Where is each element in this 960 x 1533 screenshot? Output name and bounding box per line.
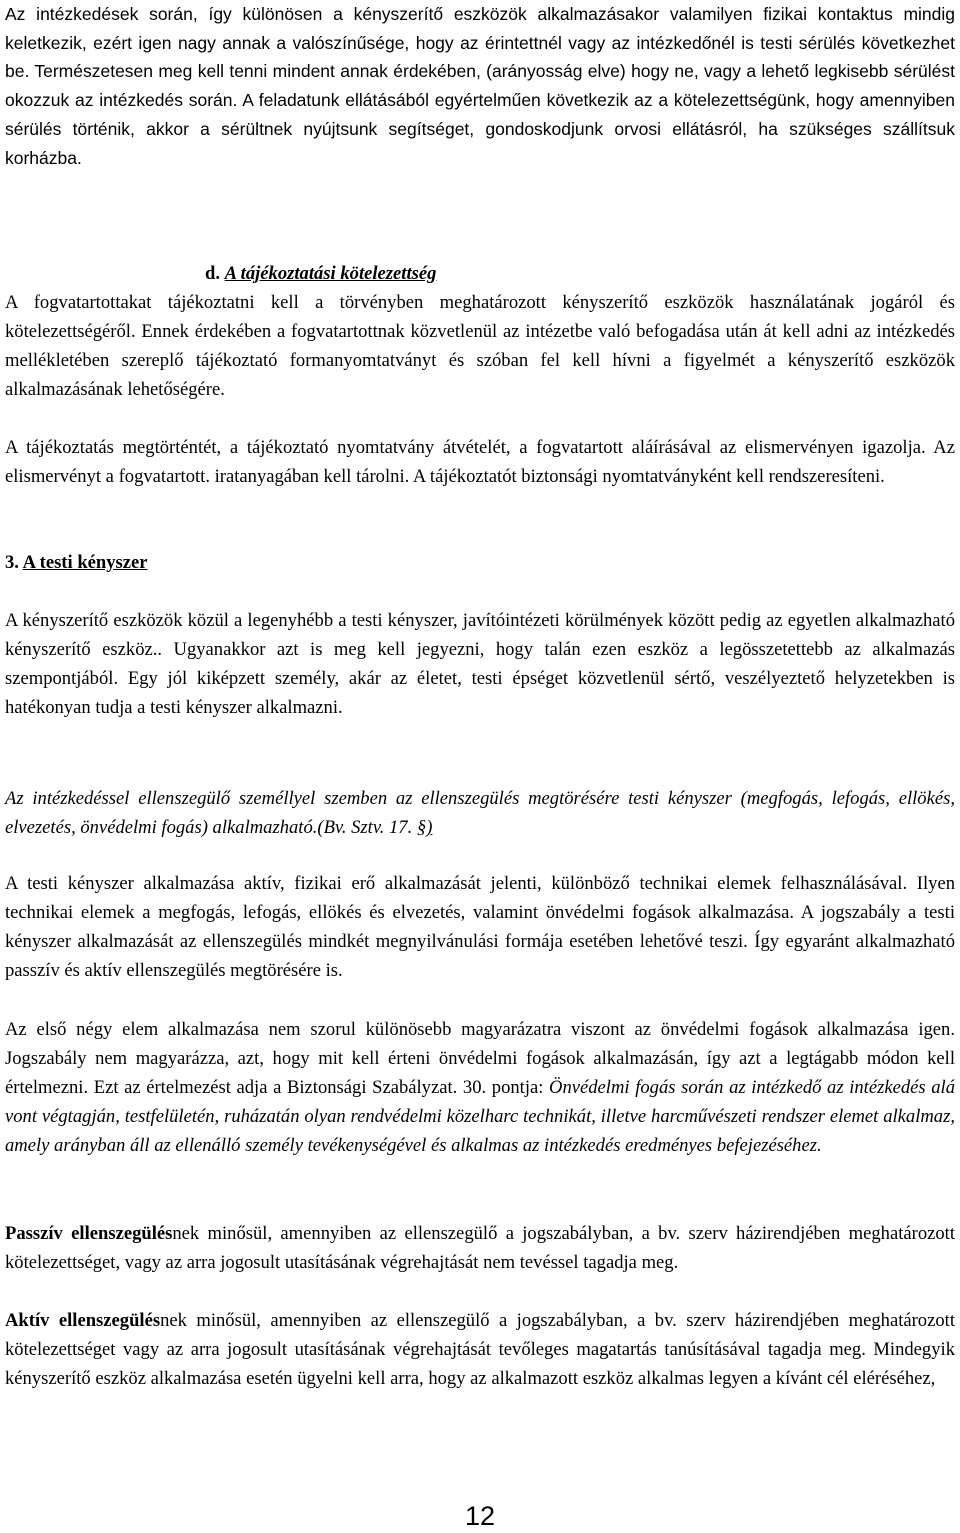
paragraph-active-force: A testi kényszer alkalmazása aktív, fizikai erő alkalmazását jelenti, különböző technikai elemek felhasználásával. Ilyen technikai elemek a megfogás, lefogás, ellökés és elvezetés, valamint önvédelmi fogások alkalmazása. A jogszabály a testi kényszer alkalmazását az ellenszegülés mindkét megnyilvánulási formája esetében lehetővé teszi. Így egyaránt alkalmazható passzív és aktív ellenszegülés megtörésére is.	[5, 873, 955, 981]
legal-quote-text: Az intézkedéssel ellenszegülő személlyel szemben az ellenszegülés megtörésére testi kényszer (megfogás, lefogás, ellökés, elvezetés, önvédelmi fogás) alkalmazható.(Bv. Sztv. 17.	[5, 788, 955, 838]
term-active-resistance: Aktív ellenszegülés	[5, 1310, 161, 1331]
paragraph-mildest-coercion: A kényszerítő eszközök közül a legenyhébb a testi kényszer, javítóintézeti körülmények között pedig az egyetlen alkalmazható kényszerítő eszköz.. Ugyanakkor azt is meg kell jegyezni, hogy talán ezen eszköz a legösszetettebb az alkalmazás szempontjából. Egy jól kiképzett személy, akár az életet, testi épséget közvetlenül sértő, veszélyeztető helyzetekben is hatékonyan tudja a testi kényszer alkalmazni.	[5, 610, 955, 718]
section-heading-information-duty	[205, 259, 436, 288]
paragraph-self-defense	[5, 1015, 955, 1160]
section-title: A testi kényszer	[22, 552, 148, 573]
paragraph-legal-quote	[5, 784, 955, 842]
section-number: 3.	[5, 552, 19, 573]
paragraph-inform-inmates: A fogvatartottakat tájékoztatni kell a törvényben meghatározott kényszerítő eszközök használatának jogáról és kötelezettségéről. Ennek érdekében a fogvatartottnak közvetlenül az intézetbe való befogadása után át kell adni az intézkedés mellékletében szereplő tájékoztató formanyomtatványt és szóban fel kell hívni a figyelmét a kényszerítő eszközök alkalmazásának lehetőségére.	[5, 292, 955, 400]
passive-resistance-text: nek minősül, amennyiben az ellenszegülő a jogszabályban, a bv. szerv házirendjében meghatározott kötelezettséget, vagy az arra jogosult utasításának végrehajtását nem tevéssel tagadja meg.	[5, 1223, 955, 1273]
paragraph-active-resistance	[5, 1306, 955, 1393]
legal-quote-close: §)	[416, 817, 433, 838]
page-number: 12	[464, 1501, 496, 1531]
paragraph-acknowledgement: A tájékoztatás megtörténtét, a tájékoztató nyomtatvány átvételét, a fogvatartott aláírásával az elismervényen igazolja. Az elismervényt a fogvatartott. iratanyagában kell tárolni. A tájékoztatót biztonsági nyomtatványként kell rendszeresíteni.	[5, 437, 955, 487]
paragraph-passive-resistance	[5, 1219, 955, 1277]
paragraph-injury-care: Az intézkedések során, így különösen a kényszerítő eszközök alkalmazásakor valamilyen fizikai kontaktus mindig keletkezik, ezért igen nagy annak a valószínűsége, hogy az érintettnél vagy az intézkedőnél is testi sérülés következhet be. Természetesen meg kell tenni mindent annak érdekében, (arányosság elve) hogy ne, vagy a lehető legkisebb sérülést okozzuk az intézkedés során. A feladatunk ellátásából egyértelműen következik az a kötelezettségünk, hogy amennyiben sérülés történik, akkor a sérültnek nyújtsunk segítséget, gondoskodjunk orvosi ellátásról, ha szükséges szállítsuk korházba.	[5, 4, 955, 168]
self-defense-text: Az első négy elem alkalmazása nem szorul különösebb magyarázatra viszont az önvédelmi fogások alkalmazása igen. Jogszabály nem magyarázza, azt, hogy mit kell érteni önvédelmi fogások alkalmazásán, így azt a legtágabb módon kell értelmezni. Ezt az értelmezést adja a Biztonsági Szabályzat. 30. pontja:	[5, 1019, 955, 1098]
term-passive-resistance: Passzív ellenszegülés	[5, 1223, 173, 1244]
section-title: A tájékoztatási kötelezettség	[224, 263, 437, 284]
self-defense-definition: Önvédelmi fogás során az intézkedő az intézkedés alá vont végtagján, testfelületén, ruházatán olyan rendvédelmi közelharc technikát, illetve harcművészeti rendszer elemet alkalmaz, amely arányban áll az ellenálló személy tevékenységével és alkalmas az intézkedés eredményes befejezéséhez.	[5, 1077, 955, 1156]
section-heading-physical-force	[5, 548, 148, 577]
section-number: d.	[205, 263, 220, 284]
active-resistance-text: nek minősül, amennyiben az ellenszegülő a jogszabályban, a bv. szerv házirendjében meghatározott kötelezettséget vagy az arra jogosult utasításának végrehajtását tevőleges magatartás tanúsításával tagadja meg. Mindegyik kényszerítő eszköz alkalmazása esetén ügyelni kell arra, hogy az alkalmazott eszköz alkalmas legyen a kívánt cél eléréséhez,	[5, 1310, 955, 1389]
